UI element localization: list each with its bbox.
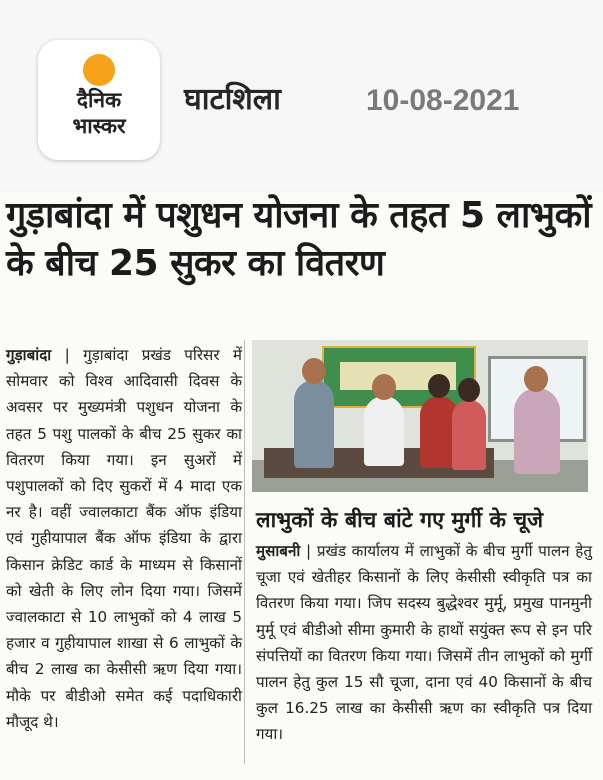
header: [0, 0, 603, 190]
subheadline: लाभुकों के बीच बांटे गए मुर्गी के चूजे: [256, 508, 544, 533]
news-clipping: [0, 192, 603, 780]
sun-icon: [83, 54, 115, 86]
logo-text-line1: दैनिक: [76, 88, 122, 112]
column-divider: [244, 340, 245, 764]
photo-person-head: [302, 358, 326, 384]
photo-banner: [322, 346, 476, 408]
left-column-story: [6, 342, 242, 735]
photo-person: [364, 396, 404, 466]
edition-place: घाटशिला: [184, 82, 281, 117]
right-column-story: [256, 538, 592, 748]
headline: गुड़ाबांदा में पशुधन योजना के तहत 5 लाभुकों के बीच 25 सुकर का वितरण: [6, 195, 592, 284]
photo-person-head: [428, 374, 450, 398]
right-separator: |: [300, 542, 317, 560]
photo-person: [294, 380, 334, 468]
left-body-text: गुड़ाबांदा प्रखंड परिसर में सोमवार को विश्व आदिवासी दिवस के अवसर पर मुख्यमंत्री पशुधन योजना के तहत 5 पशु पालकों के बीच 25 सुकर का वितरण किया गया। इन सुअरों में पशुपालकों को दिए सुकरों में 4 मादा एक नर है। वहीं ज्वालकाटा बैंक ऑफ इंडिया एवं गुहीयापाल बैंक ऑफ इंडिया के द्वारा किसान क्रेडिट कार्ड के माध्यम से किसानों को खेती के लिए लोन दिया गया। जिसमें ज्वालकाटा से 10 लाभुकों को 4 लाख 5 हजार व गुहीयापाल शाखा से 6 लाभुकों के बीच 2 लाख का केसीसी ऋण दिया गया। मौके पर बीडीओ समेत कई पदाधिकारी मौजूद थे।: [6, 346, 242, 731]
dainik-bhaskar-logo[interactable]: [38, 40, 160, 160]
left-dateline: गुड़ाबांदा: [6, 346, 52, 364]
photo-person: [452, 400, 486, 470]
left-separator: |: [51, 346, 84, 364]
right-dateline: मुसाबनी: [256, 542, 301, 560]
photo-person-head: [524, 366, 548, 392]
news-photo: [252, 340, 588, 492]
logo-text-line2: भास्कर: [72, 114, 126, 138]
photo-person-head: [458, 378, 480, 402]
edition-date: 10-08-2021: [366, 84, 520, 117]
right-body-text: प्रखंड कार्यालय में लाभुकों के बीच मुर्गी पालन हेतु चूजा एवं खेतीहर किसानों के लिए केसीसी स्वीकृति पत्र का वितरण किया गया। जिप सदस्य बुद्धेश्वर मुर्मू, प्रमुख पानमुनी मुर्मू एवं बीडीओ सीमा कुमारी के हाथों सयुंक्त रूप से इन परि संपत्तियों का वितरण किया गया। जिसमें तीन लाभुकों को मुर्गी पालन हेतु कुल 15 सौ चूजा, दाना एवं 40 किसानों के बीच कुल 16.25 लाख का केसीसी ऋण का स्वीकृति पत्र दिया गया।: [256, 542, 592, 744]
photo-person: [514, 388, 560, 474]
photo-person-head: [372, 374, 396, 400]
